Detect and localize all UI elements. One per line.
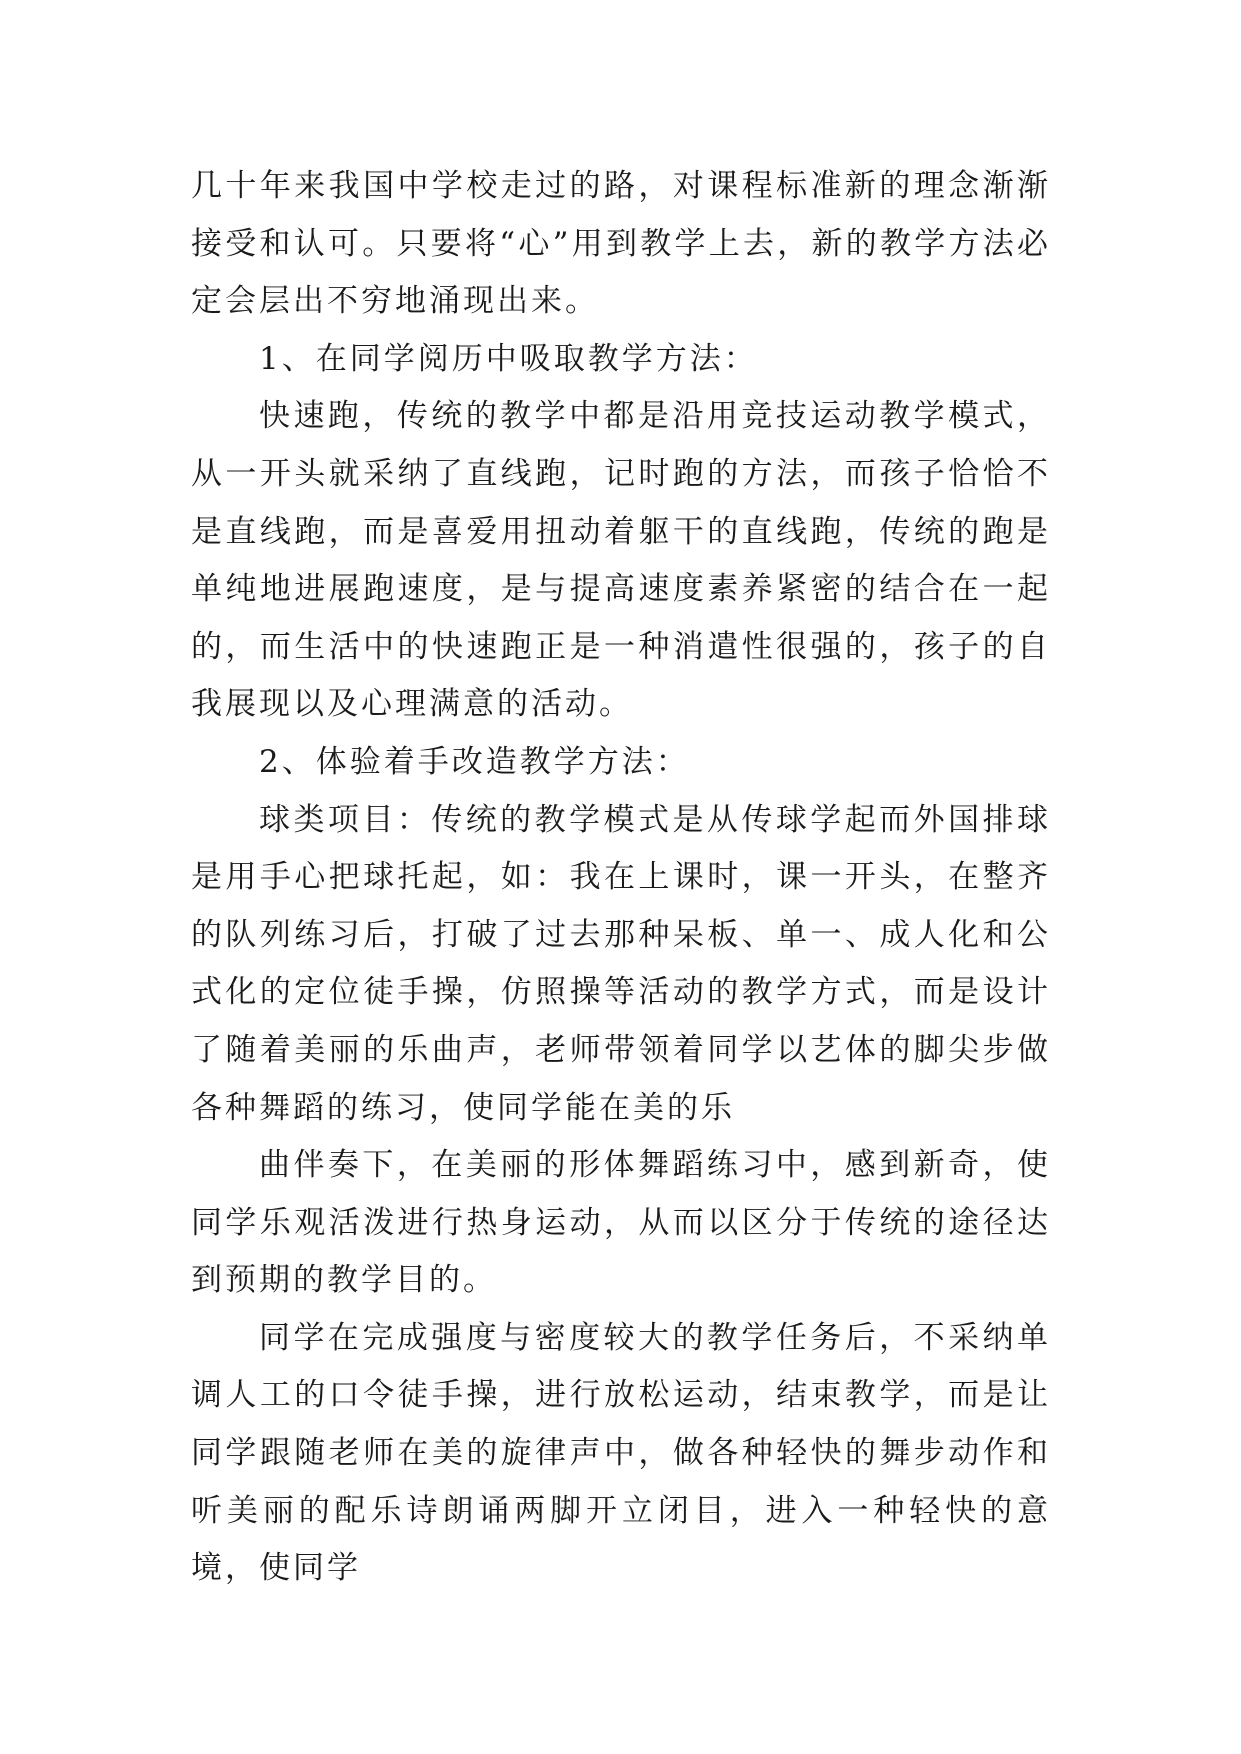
paragraph-music-warmup: 曲伴奏下，在美丽的形体舞蹈练习中，感到新奇，使同学乐观活泼进行热身运动，从而以区分于传统的途径达到预期的教学目的。: [191, 1147, 1051, 1299]
paragraph-fast-running: 快速跑，传统的教学中都是沿用竞技运动教学模式，从一开头就采纳了直线跑，记时跑的方法，而孩子恰恰不是直线跑，而是喜爱用扭动着躯干的直线跑，传统的跑是单纯地进展跑速度，是与提高速度素养紧密的结合在一起的，而生活中的快速跑正是一种消遣性很强的，孩子的自我展现以及心理满意的活动。: [191, 398, 1051, 723]
heading-method-2: 2、体验着手改造教学方法：: [259, 743, 690, 780]
paragraph-ball-games: 球类项目：传统的教学模式是从传球学起而外国排球是用手心把球托起，如：我在上课时，课一开头，在整齐的队列练习后，打破了过去那种呆板、单一、成人化和公式化的定位徒手操，仿照操等活动的教学方式，而是设计了随着美丽的乐曲声，老师带领着同学以艺体的脚尖步做各种舞蹈的练习，使同学能在美的乐: [191, 801, 1051, 1126]
paragraph-intro: 几十年来我国中学校走过的路，对课程标准新的理念渐渐接受和认可。只要将“心”用到教学上去，新的教学方法必定会层出不穷地涌现出来。: [191, 168, 1051, 320]
document-body: [191, 158, 1051, 1598]
heading-method-1: 1、在同学阅历中吸取教学方法：: [259, 340, 758, 377]
paragraph-relaxation: 同学在完成强度与密度较大的教学任务后，不采纳单调人工的口令徒手操，进行放松运动，结束教学，而是让同学跟随老师在美的旋律声中，做各种轻快的舞步动作和听美丽的配乐诗朗诵两脚开立闭目，进入一种轻快的意境，使同学: [191, 1319, 1051, 1587]
